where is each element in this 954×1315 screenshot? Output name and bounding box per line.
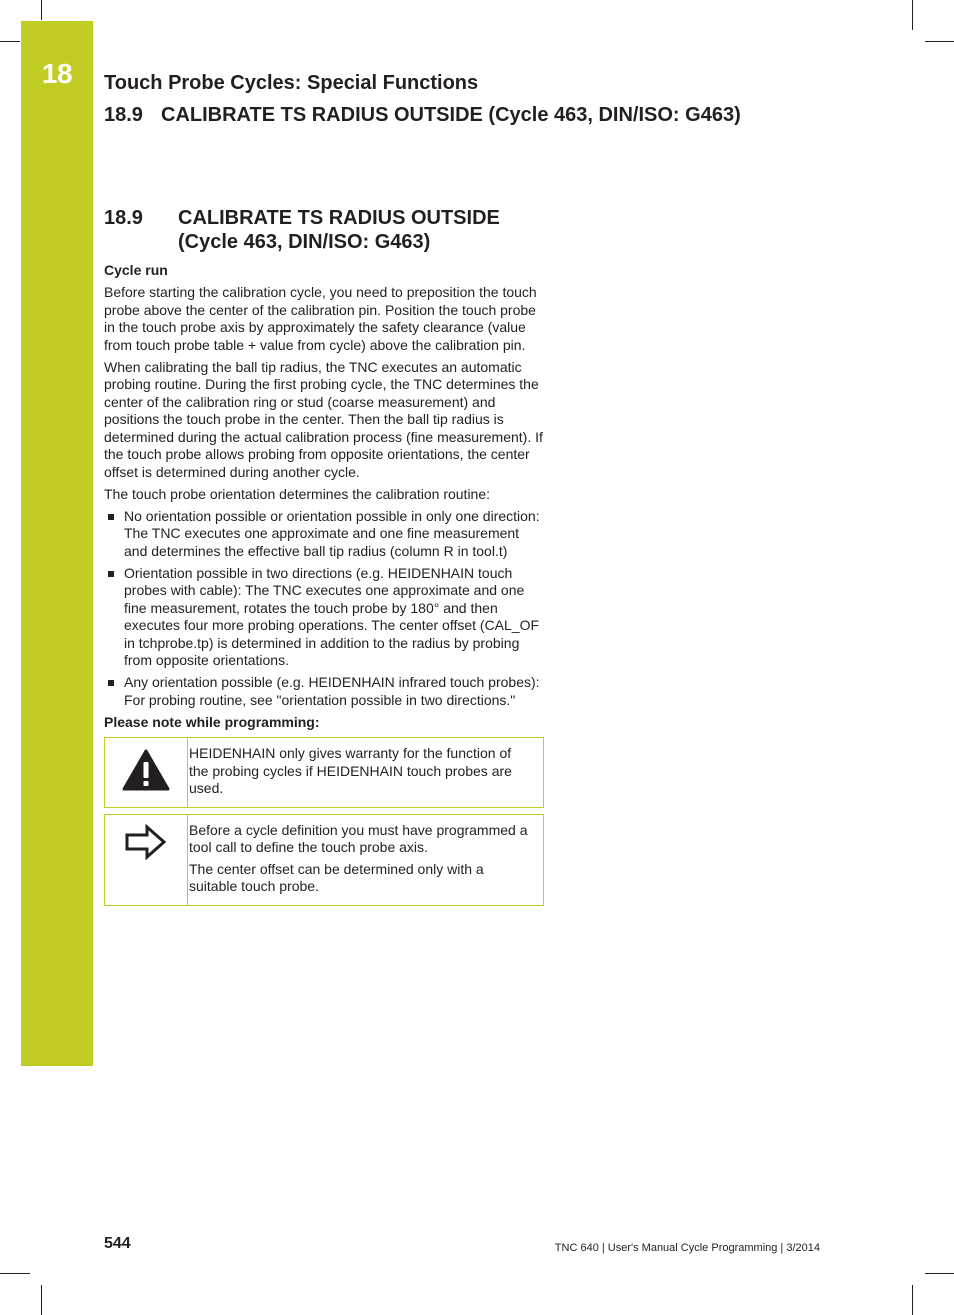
list-item: Any orientation possible (e.g. HEIDENHAIN infrared touch probes): For probing routine, see "orientation possible in two directions.": [104, 674, 544, 709]
list-item: Orientation possible in two directions (e.g. HEIDENHAIN touch probes with cable): The TNC executes one approximate and one fine measurement, rotates the touch probe by 180° and then executes four more probing operations. The center offset (CAL_OF in tchprobe.tp) is determined in addition to the radius by probing from opposite orientations.: [104, 565, 544, 670]
arrow-right-icon: [124, 824, 168, 860]
bullet-square-icon: [108, 514, 114, 520]
warning-note: [104, 737, 544, 808]
list-item: No orientation possible or orientation possible in only one direction: The TNC executes one approximate and one fine measurement and determines the effective ball tip radius (column R in tool.t): [104, 508, 544, 561]
running-header-section-number: 18.9: [104, 104, 143, 126]
running-header-section: [104, 104, 741, 127]
bullet-square-icon: [108, 571, 114, 577]
running-header-section-title: CALIBRATE TS RADIUS OUTSIDE (Cycle 463, DIN/ISO: G463): [161, 104, 741, 126]
warning-note-text: HEIDENHAIN only gives warranty for the function of the probing cycles if HEIDENHAIN touch probes are used.: [189, 745, 512, 796]
paragraph: Before starting the calibration cycle, you need to preposition the touch probe above the center of the calibration pin. Position the touch probe in the touch probe axis by approximately the safety clearance (value from touch probe table + value from cycle) above the calibration pin.: [104, 284, 537, 353]
footer-doc-info: TNC 640 | User's Manual Cycle Programming | 3/2014: [554, 1242, 820, 1254]
section-heading-line2: (Cycle 463, DIN/ISO: G463): [178, 231, 431, 253]
page-number: 544: [104, 1235, 131, 1252]
info-note-text: The center offset can be determined only with a suitable touch probe.: [189, 860, 484, 894]
crop-mark: [0, 1273, 30, 1274]
info-note: [104, 814, 544, 906]
bullet-square-icon: [108, 680, 114, 686]
chapter-number: 18: [41, 58, 73, 89]
running-header-title: Touch Probe Cycles: Special Functions: [104, 72, 479, 94]
cycle-run-label: Cycle run: [104, 262, 168, 278]
paragraph: The touch probe orientation determines the calibration routine:: [104, 485, 491, 502]
chapter-tab: [21, 21, 93, 1066]
crop-mark: [912, 0, 913, 30]
section-heading-number: 18.9: [104, 207, 143, 229]
crop-mark: [912, 1285, 913, 1315]
main-content: [104, 262, 544, 906]
crop-mark: [925, 41, 954, 42]
section-heading-line1: CALIBRATE TS RADIUS OUTSIDE: [178, 207, 500, 229]
crop-mark: [41, 0, 42, 20]
crop-mark: [0, 41, 20, 42]
programming-note-label: Please note while programming:: [104, 713, 320, 730]
paragraph: When calibrating the ball tip radius, the TNC executes an automatic probing routine. During the first probing cycle, the TNC determines the center of the calibration ring or stud (coarse measurement) and positions the touch probe in the center. Then the ball tip radius is determined during the actual calibration process (fine measurement). If the touch probe allows probing from opposite orientations, the center offset is determined during another cycle.: [104, 358, 543, 480]
info-note-text: Before a cycle definition you must have programmed a tool call to define the touch probe axis.: [189, 821, 528, 855]
crop-mark: [925, 1273, 954, 1274]
warning-triangle-icon: [122, 749, 170, 791]
bullet-list: [104, 508, 544, 710]
crop-mark: [41, 1285, 42, 1315]
